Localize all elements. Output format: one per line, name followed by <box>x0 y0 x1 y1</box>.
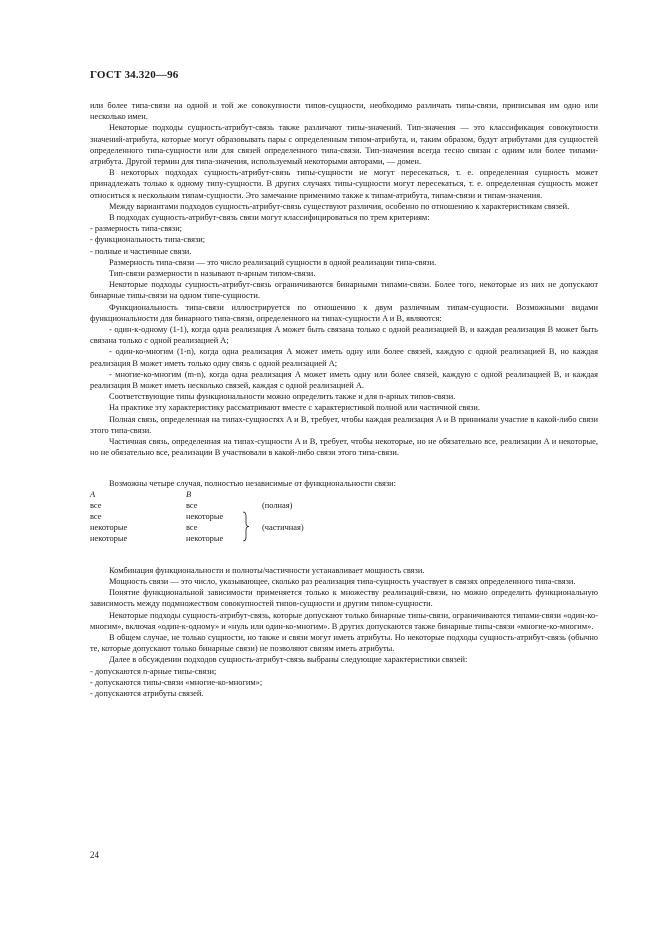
document-header: ГОСТ 34.320—96 <box>90 69 179 81</box>
document-body <box>90 100 598 699</box>
paragraph: Некоторые подходы сущность-атрибут-связь, которые допускают только бинарные типы-связи, ограничиваются типами-связи «один-ко-многим», включая «один-к-одному» и «нуль или один-ко-многим». В других допускаются также бинарные типы-связи «многие-ко-многим». <box>90 610 598 631</box>
paragraph: Некоторые подходы сущность-атрибут-связь ограничиваются бинарными типами-связи. Более того, некоторые из них не допускают бинарные типы-связи на одном типе-сущности. <box>90 280 598 301</box>
list-item: - допускаются атрибуты связей. <box>90 688 204 698</box>
paragraph: Соответствующие типы функциональности можно определить также и для n-арных типов-связи. <box>109 392 456 402</box>
paragraph: Между вариантами подходов сущность-атрибут-связь существуют различия, особенно по отношению к характеристикам связей. <box>109 201 570 211</box>
cases-cell-b: некоторые <box>186 533 224 543</box>
paragraph: Функциональность типа-связи иллюстрируется по отношению к двум различным типам-сущности. Возможными видами функциональности для бинарного типа-связи, определенного на типах-сущности A и B, являются: <box>90 302 598 323</box>
paragraph: В общем случае, не только сущности, но также и связи могут иметь атрибуты. Но некоторые подходы сущность-атрибут-связь (обычно те, которые допускают только бинарные связи) не позволяют связям иметь атрибуты. <box>90 632 598 654</box>
list-item: - размерность типа-связи; <box>90 224 183 234</box>
paragraph: Некоторые подходы сущность-атрибут-связь также различают типы-значений. Тип-значения — это классификация совокупности значений-атрибута, которые могут образовывать пары с определенным типом-атрибута, и, таким образом, будут атрибутами для сущностей определенного типа-сущности или для связей определенного типа-связи. Тип-значения всегда тесно связан с одним или более типами-атрибута. Другой термин для типа-значения, используемый некоторыми авторами, — домен. <box>90 123 598 167</box>
cases-cell-a: некоторые <box>90 533 128 543</box>
cases-kind-full: (полная) <box>262 500 293 510</box>
page-number: 24 <box>90 850 99 860</box>
paragraph: Далее в обсуждении подходов сущность-атрибут-связь выбраны следующие характеристики связей: <box>109 655 468 665</box>
paragraph: Понятие функциональной зависимости применяется только к множеству реализаций-связи, но можно определить функциональную зависимость между подмножеством совокупностей типов-сущности и другим типом-сущности. <box>90 588 598 609</box>
list-item: - многие-ко-многим (m-n), когда одна реализация A может иметь одну или более связей, каждую с одной реализацией B, и каждая реализация B может иметь несколько связей, каждая с одной реализацией A. <box>90 369 598 391</box>
paragraph: или более типа-связи на одной и той же совокупности типов-сущности, необходимо различать типы-связи, приписывая им одно или несколько имен. <box>90 101 598 122</box>
list-item: - один-ко-многим (1-n), когда одна реализация A может иметь одну или более связей, каждую с одной реализацией B, но каждая реализация B может иметь только одну связь с одной реализацией A; <box>90 347 598 368</box>
cases-header-b: B <box>186 489 192 499</box>
cases-cell-b: все <box>186 500 198 510</box>
cases-header-a: A <box>90 489 96 499</box>
paragraph: В подходах сущность-атрибут-связь связи могут классифицироваться по трем критериям: <box>109 213 430 223</box>
paragraph: Тип-связи размерности n называют n-арным типом-связи. <box>109 269 316 279</box>
cases-kind-partial: (частичная) <box>262 522 304 532</box>
paragraph: Частичная связь, определенная на типах-сущности A и B, требует, чтобы некоторые, но не обязательно все, реализации A и некоторые, но не обязательно все, реализации B участвовали в какой-либо связи этого типа-связи. <box>90 437 598 458</box>
cases-cell-a: некоторые <box>90 522 128 532</box>
paragraph: На практике эту характеристику рассматривают вместе с характеристикой полной или частичной связи. <box>109 403 480 413</box>
list-item: - допускаются типы-связи «многие-ко-многим»; <box>90 677 263 687</box>
list-item: - полные и частичные связи. <box>90 246 192 256</box>
list-item: - функциональность типа-связи; <box>90 235 206 245</box>
cases-cell-a: все <box>90 511 102 521</box>
paragraph: Размерность типа-связи — это число реализаций сущности в одной реализации типа-связи. <box>109 257 437 267</box>
paragraph: Полная связь, определенная на типах-сущностях A и B, требует, чтобы каждая реализация A и B принимали участие в какой-либо связи этого типа-связи. <box>90 414 598 435</box>
cases-cell-b: некоторые <box>186 511 224 521</box>
paragraph: В некоторых подходах сущность-атрибут-связь типы-сущности не могут пересекаться, т. е. определенная сущность может принадлежать только к одному типу-сущности. В других случаях типы-сущности могут пересекаться, т. е. определенная сущность может относиться к нескольким типам-сущности. Это замечание применимо также к типам-атрибута, типам-связи и типам-значения. <box>90 168 598 200</box>
list-item: - один-к-одному (1-1), когда одна реализация A может быть связана только с одной реализацией B, и каждая реализация B может быть связана только с одной реализацией A; <box>90 325 598 346</box>
paragraph: Мощность связи — это число, указывающее, сколько раз реализация типа-сущность участвует в связях определенного типа-связи. <box>109 576 576 586</box>
paragraph: Комбинация функциональности и полноты/частичности устанавливает мощность связи. <box>109 565 425 575</box>
list-item: - допускаются n-арные типы-связи; <box>90 666 217 676</box>
cases-cell-a: все <box>90 500 102 510</box>
cases-cell-b: все <box>186 522 198 532</box>
curly-brace-icon <box>242 511 250 542</box>
cases-table <box>90 489 598 565</box>
paragraph: Возможны четыре случая, полностью независимые от функциональности связи: <box>109 478 396 488</box>
